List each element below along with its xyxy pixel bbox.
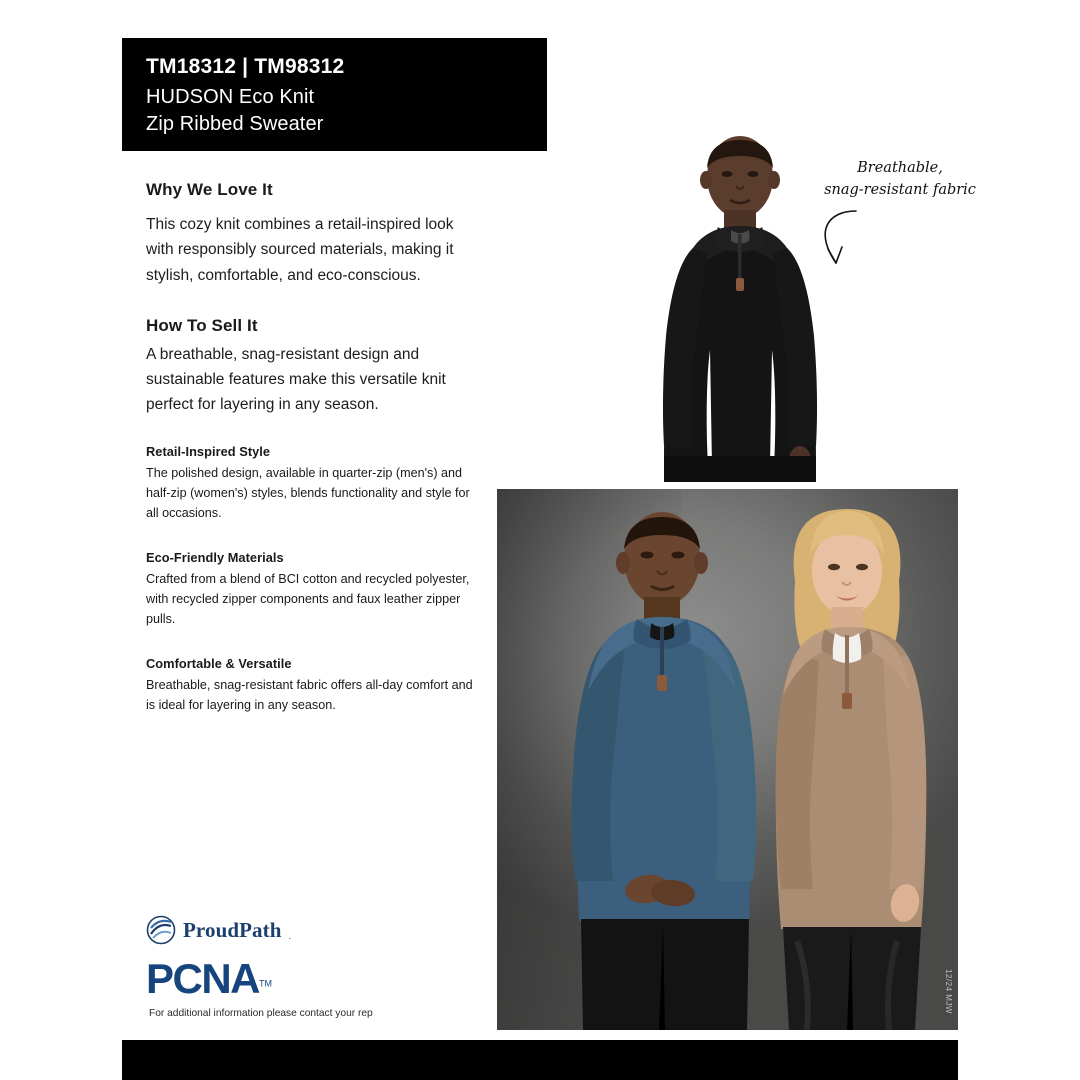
why-we-love-it-heading: Why We Love It <box>146 180 273 199</box>
feature-item <box>146 656 476 716</box>
why-we-love-it-body: This cozy knit combines a retail-inspired look with responsibly sourced materials, making it stylish, comfortable, and eco-conscious. <box>146 216 454 284</box>
contact-note: For additional information please contact your rep <box>149 1008 373 1019</box>
how-to-sell-it-body: A breathable, snag-resistant design and sustainable features make this versatile knit perfect for layering in any season. <box>146 345 446 414</box>
feature-body: Breathable, snag-resistant fabric offers all-day comfort and is ideal for layering in any season. <box>146 677 473 713</box>
pcna-logo <box>146 955 273 1002</box>
copy-column <box>146 180 476 716</box>
proudpath-mark-icon <box>146 915 176 945</box>
product-title <box>146 84 547 137</box>
proudpath-logo <box>146 915 291 945</box>
feature-body: The polished design, available in quarter-zip (men's) and half-zip (women's) styles, blends functionality and style for all occasions. <box>146 465 470 521</box>
pcna-tm: TM <box>259 978 273 989</box>
spacer <box>146 288 476 316</box>
feature-item <box>146 444 476 524</box>
proudpath-wordmark: ProudPath <box>183 917 282 942</box>
footer-band <box>122 1040 958 1080</box>
product-title-line-2: Zip Ribbed Sweater <box>146 112 324 135</box>
product-photo-duo <box>497 489 958 1030</box>
how-to-sell-it-heading: How To Sell It <box>146 315 258 335</box>
feature-title: Eco-Friendly Materials <box>146 549 284 565</box>
feature-title: Comfortable & Versatile <box>146 655 292 671</box>
feature-item <box>146 550 476 630</box>
pcna-wordmark: PCNA <box>146 955 260 1002</box>
callout-arrow-icon <box>806 205 866 275</box>
callout-line-2: snag-resistant fabric <box>824 181 976 198</box>
product-header-band <box>122 38 547 151</box>
callout-line-1: Breathable, <box>857 160 943 176</box>
photo-credit: 12/24 MJW <box>944 969 953 1014</box>
duo-models <box>497 489 958 1030</box>
feature-body: Crafted from a blend of BCI cotton and recycled polyester, with recycled zipper components and faux leather zipper pulls. <box>146 571 470 627</box>
callout-text <box>820 158 980 202</box>
proudpath-tm: . <box>288 931 292 941</box>
feature-title: Retail-Inspired Style <box>146 443 271 459</box>
product-sku: TM18312 | TM98312 <box>146 55 345 78</box>
product-title-line-1: HUDSON Eco Knit <box>146 86 315 109</box>
